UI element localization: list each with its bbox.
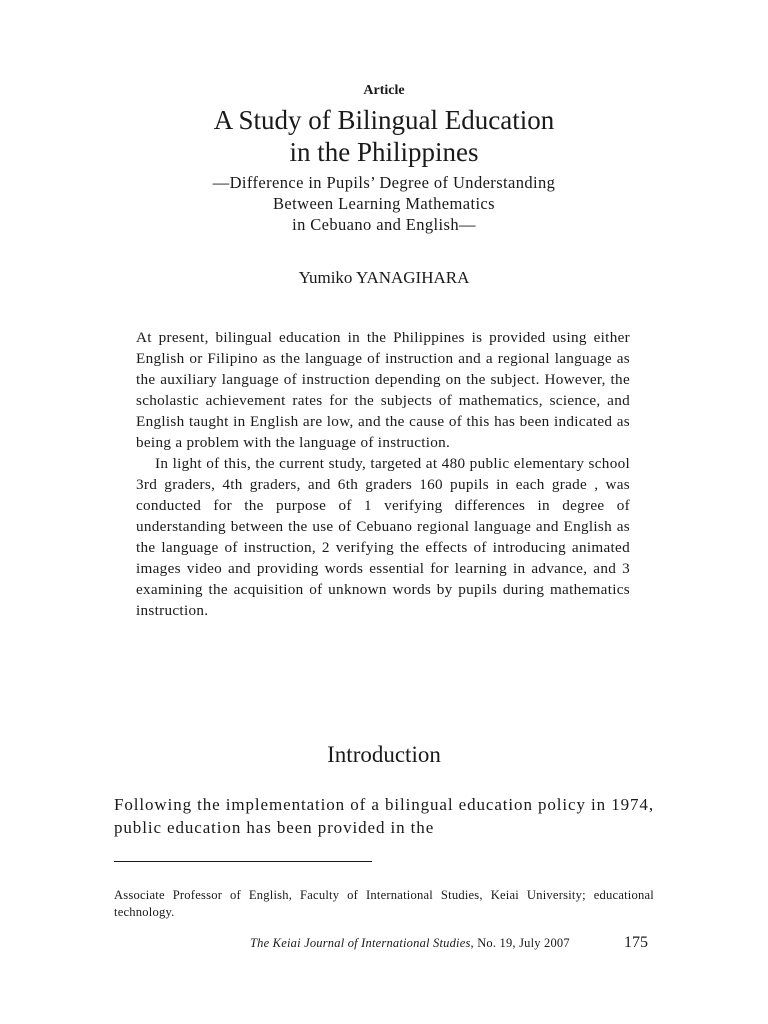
subtitle-line-3: in Cebuano and English— bbox=[292, 215, 476, 234]
article-title bbox=[0, 104, 768, 168]
journal-title: The Keiai Journal of International Studies bbox=[250, 936, 471, 950]
subtitle-line-2: Between Learning Mathematics bbox=[273, 194, 495, 213]
journal-citation bbox=[250, 936, 570, 951]
abstract bbox=[136, 327, 630, 621]
page-number: 175 bbox=[624, 934, 648, 951]
article-label: Article bbox=[363, 83, 405, 98]
author-footnote: Associate Professor of English, Faculty of International Studies, Keiai University; educational technology. bbox=[114, 888, 654, 919]
journal-issue: , No. 19, July 2007 bbox=[470, 936, 570, 950]
footnote-divider bbox=[114, 861, 372, 862]
title-line-1: A Study of Bilingual Education bbox=[213, 105, 555, 135]
introduction-text: Following the implementation of a bilingual education policy in 1974, public education has been provided in the bbox=[114, 795, 654, 837]
abstract-paragraph-1: At present, bilingual education in the Philippines is provided using either English or Filipino as the language of instruction and a regional language as the auxiliary language of instruction depending on the subject. However, the scholastic achievement rates for the subjects of mathematics, science, and English taught in English are low, and the cause of this has been indicated as being a problem with the language of instruction. bbox=[136, 329, 630, 451]
article-subtitle bbox=[0, 172, 768, 235]
subtitle-line-1: —Difference in Pupils’ Degree of Understanding bbox=[212, 173, 556, 192]
abstract-paragraph-2: In light of this, the current study, targeted at 480 public elementary school 3rd graders, 4th graders, and 6th graders 160 pupils in each grade , was conducted for the purpose of 1 verifying differences in degree of understanding between the use of Cebuano regional language and English as the language of instruction, 2 verifying the effects of introducing animated images video and providing words essential for learning in advance, and 3 examining the acquisition of unknown words by pupils during mathematics instruction. bbox=[136, 455, 630, 619]
author-name: Yumiko YANAGIHARA bbox=[298, 268, 470, 287]
title-line-2: in the Philippines bbox=[289, 137, 479, 167]
section-heading-introduction: Introduction bbox=[327, 742, 441, 767]
